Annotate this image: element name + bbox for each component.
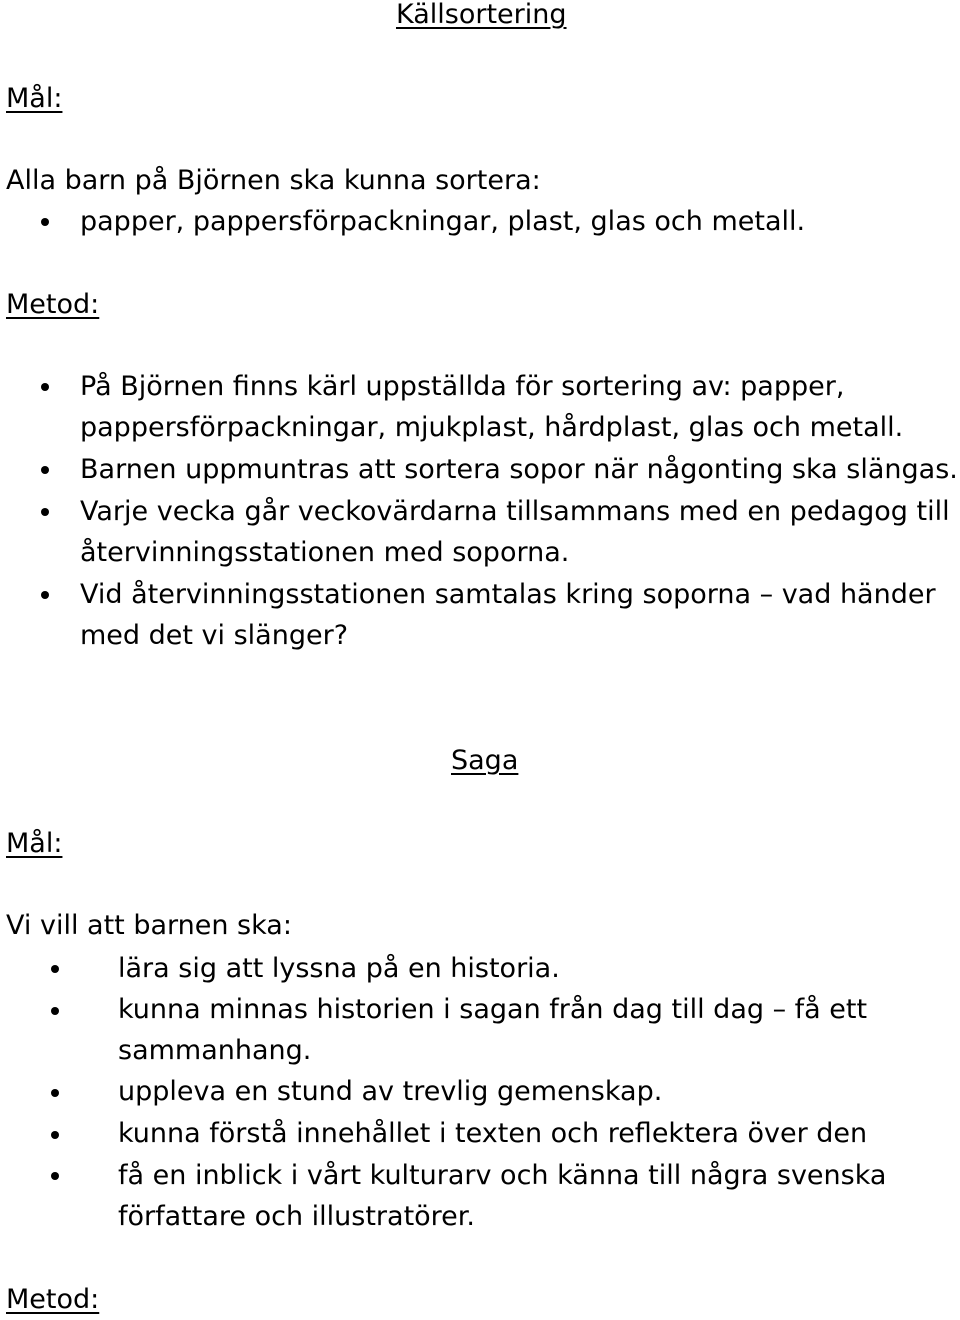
goal-heading: Mål: [6,828,63,859]
list-item-line: Barnen uppmuntras att sortera sopor när någonting ska slängas. [80,454,958,485]
list-item-line: författare och illustratörer. [118,1201,475,1232]
list-item-line: Vid återvinningsstationen samtalas kring soporna – vad händer [80,579,936,610]
section-title-saga: Saga [451,745,519,776]
bullet-dot [51,1172,59,1180]
bullet-dot [41,466,49,474]
list-item-line: Varje vecka går veckovärdarna tillsammans med en pedagog till [80,496,950,527]
goal-intro: Alla barn på Björnen ska kunna sortera: [6,165,541,196]
list-item-line: kunna minnas historien i sagan från dag till dag – få ett [118,994,868,1025]
bullet-dot [51,1131,59,1139]
bullet-dot [41,218,49,226]
bullet-dot [41,591,49,599]
bullet-dot [41,383,49,391]
method-heading: Metod: [6,289,100,320]
list-item-line: med det vi slänger? [80,620,349,651]
goal-intro: Vi vill att barnen ska: [6,910,292,941]
section-title-kallsortering: Källsortering [396,0,567,30]
bullet-dot [51,965,59,973]
list-item: papper, pappersförpackningar, plast, glas och metall. [80,206,806,237]
bullet-dot [41,508,49,516]
bullet-dot [51,1089,59,1097]
list-item-line: pappersförpackningar, mjukplast, hårdplast, glas och metall. [80,412,904,443]
list-item-line: sammanhang. [118,1035,312,1066]
list-item-line: På Björnen finns kärl uppställda för sortering av: papper, [80,371,845,402]
goal-heading: Mål: [6,83,63,114]
list-item-line: återvinningsstationen med soporna. [80,537,570,568]
method-heading: Metod: [6,1284,100,1315]
list-item-line: lära sig att lyssna på en historia. [118,953,560,984]
list-item-line: uppleva en stund av trevlig gemenskap. [118,1076,663,1107]
list-item-line: få en inblick i vårt kulturarv och känna till några svenska [118,1160,887,1191]
list-item-line: kunna förstå innehållet i texten och reflektera över den [118,1118,868,1149]
bullet-dot [51,1007,59,1015]
